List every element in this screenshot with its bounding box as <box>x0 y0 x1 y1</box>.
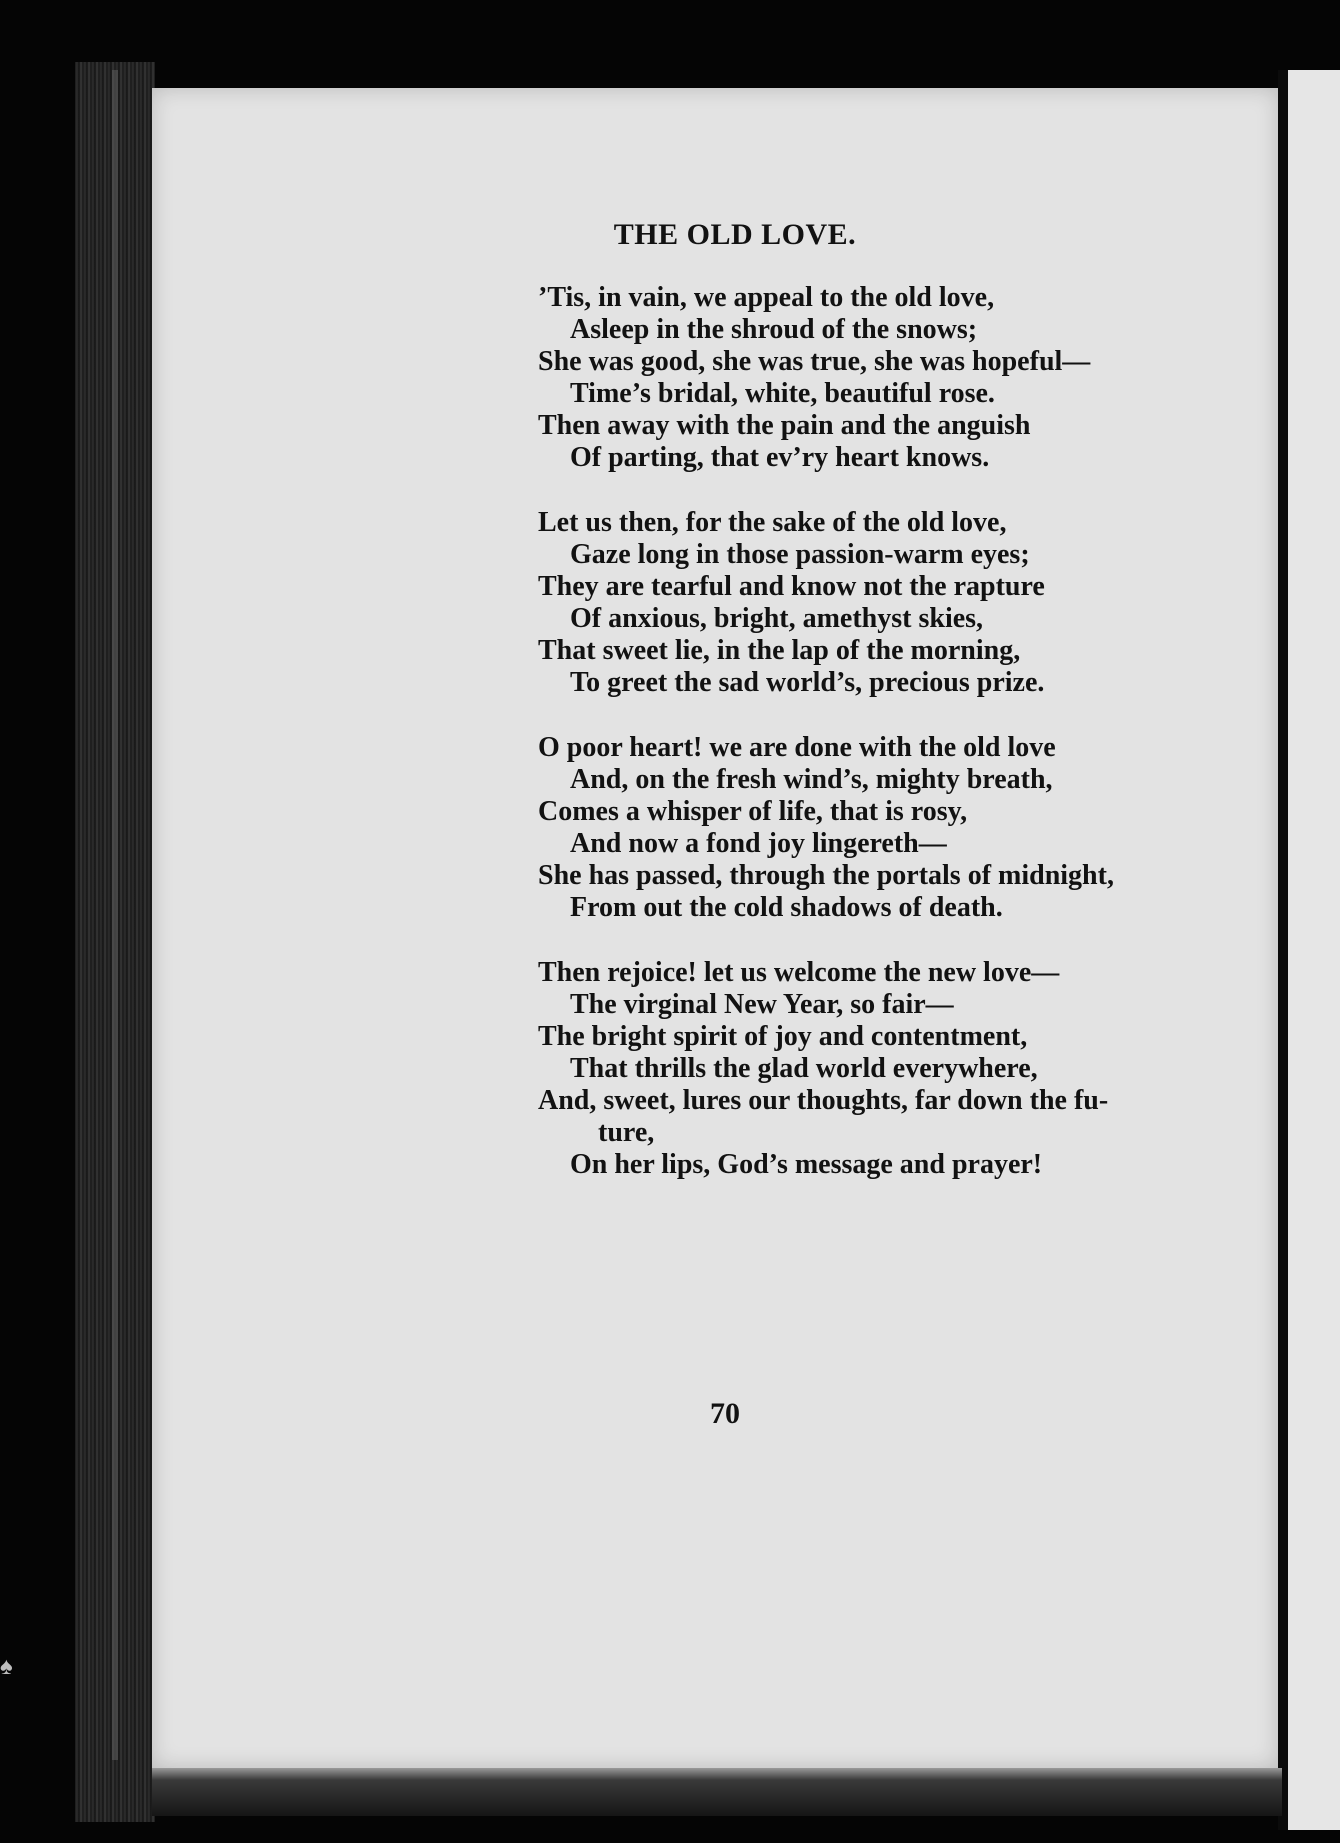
poem-line: Time’s bridal, white, beautiful rose. <box>570 378 995 409</box>
poem-line: She was good, she was true, she was hopeful— <box>538 346 1091 377</box>
stanza-1 <box>538 282 1258 474</box>
poem-line: And, on the fresh wind’s, mighty breath, <box>570 764 1053 795</box>
page-edge-highlight <box>112 70 118 1760</box>
poem-line: Comes a whisper of life, that is rosy, <box>538 796 968 827</box>
poem-line: Of parting, that ev’ry heart knows. <box>570 442 990 473</box>
stanza-2 <box>538 507 1258 699</box>
poem-line: And now a fond joy lingereth— <box>570 828 947 859</box>
poem-body <box>538 282 1258 1214</box>
poem-title: THE OLD LOVE. <box>613 218 857 251</box>
next-page-edge <box>1288 70 1340 1830</box>
poem-line: That thrills the glad world everywhere, <box>570 1053 1038 1084</box>
margin-mark: ♠ <box>0 1654 13 1680</box>
poem-line: ’Tis, in vain, we appeal to the old love, <box>538 282 995 313</box>
poem-line: On her lips, God’s message and prayer! <box>570 1149 1043 1180</box>
page-bottom-edge <box>152 1768 1282 1816</box>
poem-line: From out the cold shadows of death. <box>570 892 1003 923</box>
poem-line: Then rejoice! let us welcome the new love— <box>538 957 1060 988</box>
poem-line: Of anxious, bright, amethyst skies, <box>570 603 984 634</box>
poem-line: Asleep in the shroud of the snows; <box>570 314 978 345</box>
poem-line: To greet the sad world’s, precious prize. <box>570 667 1045 698</box>
poem-line: The virginal New Year, so fair— <box>570 989 954 1020</box>
page-number: 70 <box>710 1397 740 1430</box>
poem-line: Then away with the pain and the anguish <box>538 410 1031 441</box>
poem-line: The bright spirit of joy and contentment, <box>538 1021 1028 1052</box>
poem-line: She has passed, through the portals of midnight, <box>538 860 1114 891</box>
stanza-3 <box>538 732 1258 924</box>
poem-line: ture, <box>598 1117 655 1148</box>
poem-line: O poor heart! we are done with the old love <box>538 732 1056 763</box>
poem-line: That sweet lie, in the lap of the morning, <box>538 635 1021 666</box>
poem-line: Let us then, for the sake of the old love, <box>538 507 1007 538</box>
stanza-4 <box>538 957 1258 1181</box>
poem-line: And, sweet, lures our thoughts, far down the fu- <box>538 1085 1109 1116</box>
poem-line: They are tearful and know not the rapture <box>538 571 1045 602</box>
poem-line: Gaze long in those passion-warm eyes; <box>570 539 1030 570</box>
